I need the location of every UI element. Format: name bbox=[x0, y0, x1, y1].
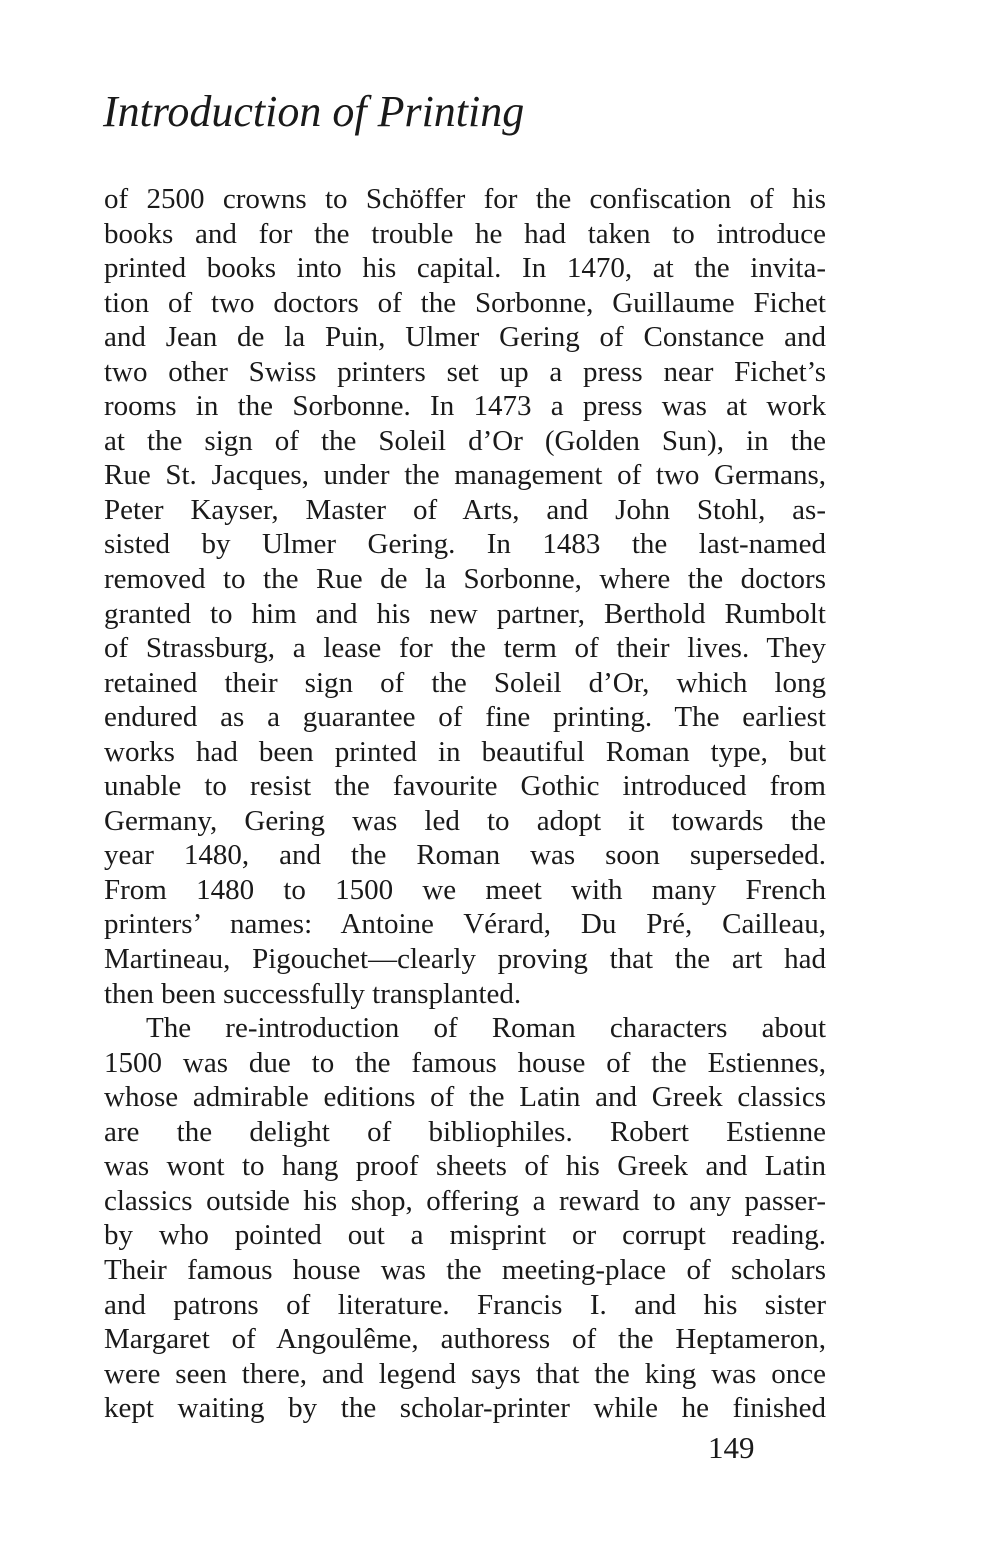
text-line: whose admirable editions of the Latin and Greek classics bbox=[104, 1081, 826, 1114]
page-number: 149 bbox=[708, 1430, 755, 1465]
text-line: and Jean de la Puin, Ulmer Gering of Constance and bbox=[104, 321, 826, 354]
text-line: works had been printed in beautiful Roman type, but bbox=[104, 735, 826, 768]
text-line: sisted by Ulmer Gering. In 1483 the last-named bbox=[104, 528, 826, 561]
text-line: unable to resist the favourite Gothic introduced from bbox=[104, 770, 826, 803]
text-line: year 1480, and the Roman was soon superseded. bbox=[104, 839, 826, 872]
text-line: From 1480 to 1500 we meet with many French bbox=[104, 873, 826, 906]
paragraph-end-line: then been successfully transplanted. bbox=[104, 977, 522, 1010]
text-line: of Strassburg, a lease for the term of their lives. They bbox=[104, 632, 826, 665]
text-line: by who pointed out a misprint or corrupt reading. bbox=[104, 1219, 826, 1252]
text-line: printed books into his capital. In 1470, at the invita- bbox=[104, 252, 826, 285]
text-line: Rue St. Jacques, under the management of two Germans, bbox=[104, 459, 826, 492]
text-line: kept waiting by the scholar-printer while he finished bbox=[104, 1392, 826, 1425]
text-line: two other Swiss printers set up a press near Fichet’s bbox=[104, 355, 826, 388]
text-line: of 2500 crowns to Schöffer for the confiscation of his bbox=[104, 183, 826, 215]
text-line: removed to the Rue de la Sorbonne, where the doctors bbox=[104, 563, 826, 596]
text-line: tion of two doctors of the Sorbonne, Guillaume Fichet bbox=[104, 286, 826, 319]
text-line: Germany, Gering was led to adopt it towards the bbox=[104, 804, 826, 837]
paragraph-start-line: The re-introduction of Roman characters about bbox=[146, 1012, 826, 1045]
text-line: was wont to hang proof sheets of his Greek and Latin bbox=[104, 1150, 826, 1183]
text-line: Peter Kayser, Master of Arts, and John Stohl, as- bbox=[104, 493, 826, 526]
text-line: at the sign of the Soleil d’Or (Golden Sun), in the bbox=[104, 424, 826, 457]
text-line: Margaret of Angoulême, authoress of the Heptameron, bbox=[104, 1323, 826, 1356]
text-line: were seen there, and legend says that the king was once bbox=[104, 1357, 826, 1390]
body-text bbox=[104, 182, 826, 1426]
text-line: printers’ names: Antoine Vérard, Du Pré, Cailleau, bbox=[104, 908, 826, 941]
text-line: classics outside his shop, offering a reward to any passer- bbox=[104, 1184, 826, 1217]
text-line: Their famous house was the meeting-place of scholars bbox=[104, 1253, 826, 1286]
text-line: retained their sign of the Soleil d’Or, which long bbox=[104, 666, 826, 699]
text-line: 1500 was due to the famous house of the Estiennes, bbox=[104, 1046, 826, 1079]
text-line: rooms in the Sorbonne. In 1473 a press was at work bbox=[104, 390, 826, 423]
text-line: endured as a guarantee of fine printing. The earliest bbox=[104, 701, 826, 734]
text-line: are the delight of bibliophiles. Robert Estienne bbox=[104, 1115, 826, 1148]
text-line: Martineau, Pigouchet—clearly proving that the art had bbox=[104, 943, 826, 976]
running-head: Introduction of Printing bbox=[103, 87, 525, 136]
text-line: granted to him and his new partner, Berthold Rumbolt bbox=[104, 597, 826, 630]
text-line: books and for the trouble he had taken to introduce bbox=[104, 217, 826, 250]
text-line: and patrons of literature. Francis I. and his sister bbox=[104, 1288, 826, 1321]
